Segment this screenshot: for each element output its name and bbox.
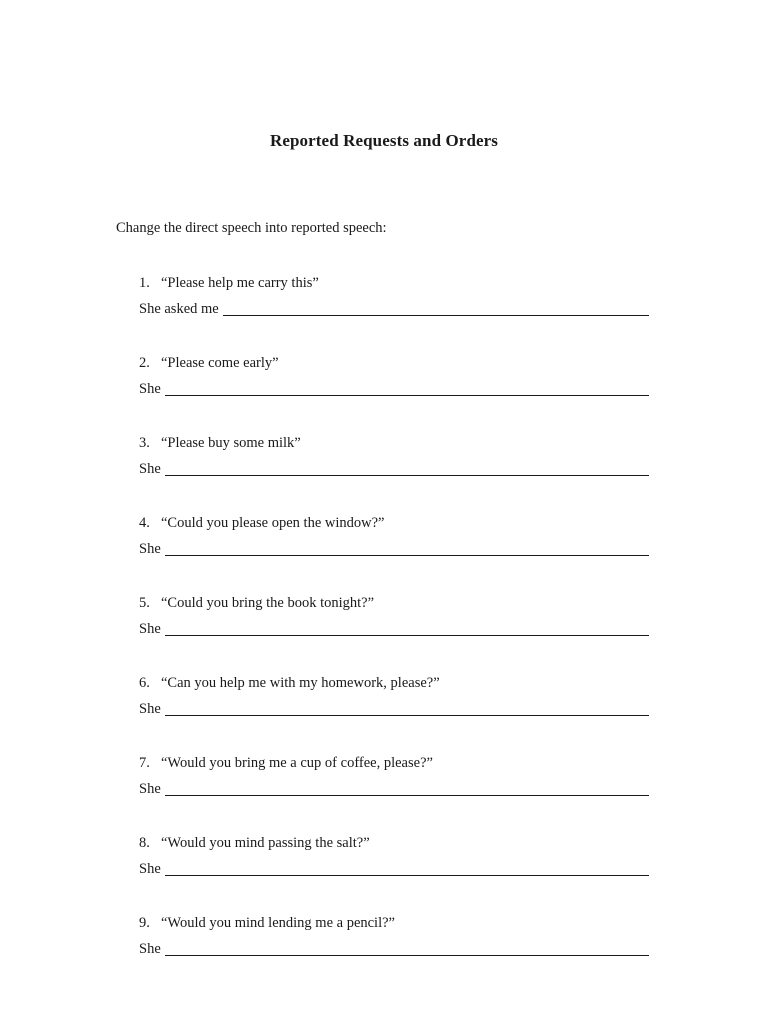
answer-line — [139, 939, 649, 959]
answer-line — [139, 779, 649, 799]
exercise-quote: “Would you bring me a cup of coffee, please?” — [161, 755, 433, 771]
exercise-quote: “Would you mind passing the salt?” — [161, 835, 370, 851]
exercise-question — [139, 833, 649, 853]
answer-prefix: She — [139, 781, 161, 797]
exercise-item-3 — [139, 433, 649, 479]
exercise-number: 5. — [139, 595, 150, 611]
answer-line — [139, 539, 649, 559]
exercise-number: 9. — [139, 915, 150, 931]
exercise-question — [139, 673, 649, 693]
exercise-question — [139, 593, 649, 613]
exercise-question — [139, 753, 649, 773]
exercise-quote: “Would you mind lending me a pencil?” — [161, 915, 395, 931]
exercise-item-6 — [139, 673, 649, 719]
answer-prefix: She — [139, 941, 161, 957]
answer-blank[interactable] — [165, 381, 649, 396]
exercise-question — [139, 433, 649, 453]
exercise-quote: “Could you bring the book tonight?” — [161, 595, 375, 611]
answer-prefix: She — [139, 381, 161, 397]
answer-blank[interactable] — [165, 621, 649, 636]
exercise-number: 4. — [139, 515, 150, 531]
answer-prefix: She — [139, 461, 161, 477]
instruction-text: Change the direct speech into reported speech: — [116, 220, 387, 236]
exercise-item-1 — [139, 273, 649, 319]
answer-line — [139, 299, 649, 319]
answer-blank[interactable] — [165, 941, 649, 956]
exercise-quote: “Could you please open the window?” — [161, 515, 385, 531]
exercise-item-9 — [139, 913, 649, 959]
exercise-number: 2. — [139, 355, 150, 371]
answer-blank[interactable] — [165, 541, 649, 556]
exercise-question — [139, 513, 649, 533]
answer-blank[interactable] — [223, 301, 649, 316]
exercise-number: 6. — [139, 675, 150, 691]
exercise-quote: “Please help me carry this” — [161, 275, 319, 291]
exercise-number: 8. — [139, 835, 150, 851]
exercise-number: 1. — [139, 275, 150, 291]
exercise-item-8 — [139, 833, 649, 879]
answer-line — [139, 859, 649, 879]
exercise-quote: “Please come early” — [161, 355, 279, 371]
answer-line — [139, 379, 649, 399]
answer-blank[interactable] — [165, 461, 649, 476]
answer-line — [139, 459, 649, 479]
page-title: Reported Requests and Orders — [269, 131, 499, 150]
answer-prefix: She — [139, 861, 161, 877]
answer-blank[interactable] — [165, 781, 649, 796]
exercise-question — [139, 353, 649, 373]
answer-blank[interactable] — [165, 861, 649, 876]
exercise-question — [139, 273, 649, 293]
exercise-question — [139, 913, 649, 933]
answer-prefix: She — [139, 541, 161, 557]
exercise-item-7 — [139, 753, 649, 799]
exercise-quote: “Can you help me with my homework, please?” — [161, 675, 440, 691]
exercise-number: 7. — [139, 755, 150, 771]
exercise-item-4 — [139, 513, 649, 559]
answer-prefix: She asked me — [139, 301, 219, 317]
answer-prefix: She — [139, 701, 161, 717]
answer-prefix: She — [139, 621, 161, 637]
answer-blank[interactable] — [165, 701, 649, 716]
exercise-quote: “Please buy some milk” — [161, 435, 301, 451]
exercise-item-5 — [139, 593, 649, 639]
answer-line — [139, 699, 649, 719]
exercise-item-2 — [139, 353, 649, 399]
exercise-number: 3. — [139, 435, 150, 451]
answer-line — [139, 619, 649, 639]
